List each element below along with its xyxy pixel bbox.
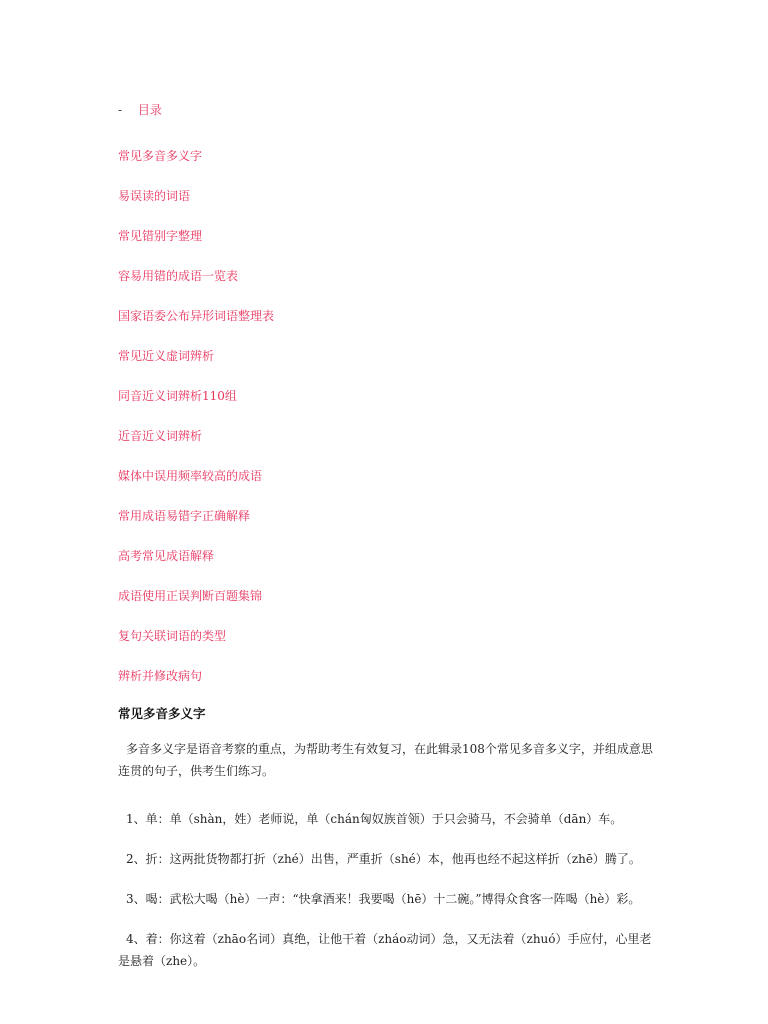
toc-link-exam-idiom-explanations[interactable]: 高考常见成语解释 bbox=[118, 549, 215, 563]
toc-header bbox=[118, 101, 162, 118]
toc-link-variant-words-table[interactable]: 国家语委公布异形词语整理表 bbox=[118, 309, 275, 323]
entry-1: 1、单：单（shàn，姓）老师说，单（chán匈奴族首领）于只会骑马，不会骑单（dān）车。 bbox=[126, 812, 623, 826]
section-intro: 多音多义字是语音考察的重点，为帮助考生有效复习，在此辑录108个常见多音多义字，并组成意思连贯的句子，供考生们练习。 bbox=[118, 742, 653, 778]
entry-4: 4、着：你这着（zhāo名词）真绝，让他干着（zháo动词）急，又无法着（zhuó）手应付，心里老是悬着（zhe）。 bbox=[118, 932, 652, 968]
toc-link-function-word-synonyms[interactable]: 常见近义虚词辨析 bbox=[118, 349, 215, 363]
toc-link-misused-idioms-table[interactable]: 容易用错的成语一览表 bbox=[118, 269, 239, 283]
toc-link-fix-sentences[interactable]: 辨析并修改病句 bbox=[118, 669, 203, 683]
section-title: 常见多音多义字 bbox=[118, 706, 206, 721]
toc-bullet: - bbox=[118, 103, 123, 117]
entry-2: 2、折：这两批货物都打折（zhé）出售，严重折（shé）本，他再也经不起这样折（zhē）腾了。 bbox=[126, 852, 641, 866]
toc-link-idiom-typo-explanations[interactable]: 常用成语易错字正确解释 bbox=[118, 509, 251, 523]
toc-title: 目录 bbox=[137, 103, 162, 117]
toc-link-conjunction-types[interactable]: 复句关联词语的类型 bbox=[118, 629, 227, 643]
toc-link-common-typos[interactable]: 常见错别字整理 bbox=[118, 229, 203, 243]
toc-link-idiom-quiz[interactable]: 成语使用正误判断百题集锦 bbox=[118, 589, 263, 603]
toc-link-misread-words[interactable]: 易误读的词语 bbox=[118, 189, 191, 203]
entry-3: 3、喝：武松大喝（hè）一声：“快拿酒来！我要喝（hē）十二碗。”博得众食客一阵喝（hè）彩。 bbox=[126, 892, 641, 906]
toc-link-media-misused-idioms[interactable]: 媒体中误用频率较高的成语 bbox=[118, 469, 263, 483]
toc-link-near-sound-synonyms[interactable]: 近音近义词辨析 bbox=[118, 429, 203, 443]
toc-link-polyphonic-chars[interactable]: 常见多音多义字 bbox=[118, 149, 203, 163]
toc-link-homophone-synonyms[interactable]: 同音近义词辨析110组 bbox=[118, 389, 237, 403]
